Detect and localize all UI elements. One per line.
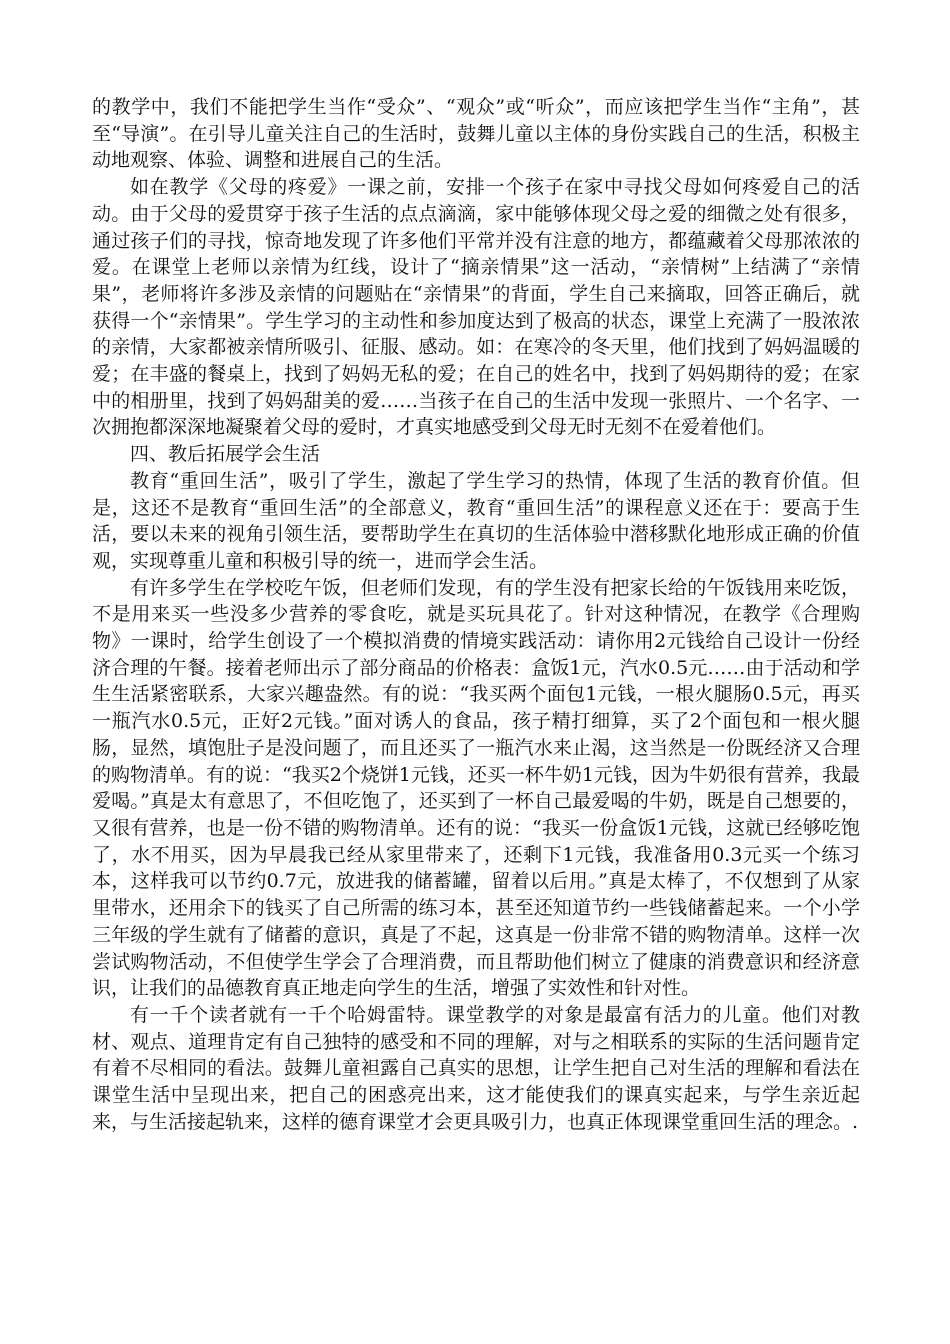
paragraph-parents-love: 如在教学《父母的疼爱》一课之前，安排一个孩子在家中寻找父母如何疼爱自己的活动。由于父母的爱贯穿于孩子生活的点点滴滴，家中能够体现父母之爱的细微之处有很多，通过孩子们的寻找，惊奇地发现了许多他们平常并没有注意的地方，都蕴藏着父母那浓浓的爱。在课堂上老师以亲情为红线，设计了“摘亲情果”这一活动，“亲情树”上结满了“亲情果”，老师将许多涉及亲情的问题贴在“亲情果”的背面，学生自己来摘取，回答正确后，就获得一个“亲情果”。学生学习的主动性和参加度达到了极高的状态，课堂上充满了一股浓浓的亲情，大家都被亲情所吸引、征服、感动。如：在寒冷的冬天里，他们找到了妈妈温暖的爱；在丰盛的餐桌上，找到了妈妈无私的爱；在自己的姓名中，找到了妈妈期待的爱；在家中的相册里，找到了妈妈甜美的爱……当孩子在自己的生活中发现一张照片、一个名字、一次拥抱都深深地凝聚着父母的爱时，才真实地感受到父母无时无刻不在爱着他们。 <box>92 176 860 439</box>
document-page <box>92 94 860 1135</box>
paragraph-continuation: 的教学中，我们不能把学生当作“受众”、“观众”或“听众”，而应该把学生当作“主角”，甚至“导演”。在引导儿童关注自己的生活时，鼓舞儿童以主体的身份实践自己的生活，积极主动地观察、体验、调整和进展自己的生活。 <box>92 96 860 172</box>
paragraph-shopping: 有许多学生在学校吃午饭，但老师们发现，有的学生没有把家长给的午饭钱用来吃饭，不是用来买一些没多少营养的零食吃，就是买玩具花了。针对这种情况，在教学《合理购物》一课时，给学生创设了一个模拟消费的情境实践活动：请你用2元钱给自己设计一份经济合理的午餐。接着老师出示了部分商品的价格表：盒饭1元，汽水0.5元……由于活动和学生生活紧密联系，大家兴趣盎然。有的说：“我买两个面包1元钱，一根火腿肠0.5元，再买一瓶汽水0.5元，正好2元钱。”面对诱人的食品，孩子精打细算，买了2个面包和一根火腿肠，显然，填饱肚子是没问题了，而且还买了一瓶汽水来止渴，这当然是一份既经济又合理的购物清单。有的说：“我买2个烧饼1元钱，还买一杯牛奶1元钱，因为牛奶很有营养，我最爱喝。”真是太有意思了，不但吃饱了，还买到了一杯自己最爱喝的牛奶，既是自己想要的，又很有营养，也是一份不错的购物清单。还有的说：“我买一份盒饭1元钱，这就已经够吃饱了，水不用买，因为早晨我已经从家里带来了，还剩下1元钱，我准备用0.3元买一个练习本，这样我可以节约0.7元，放进我的储蓄罐，留着以后用。”真是太棒了，不仅想到了从家里带水，还用余下的钱买了自己所需的练习本，甚至还知道节约一些钱储蓄起来。一个小学三年级的学生就有了储蓄的意识，真是了不起，这真是一份非常不错的购物清单。这样一次尝试购物活动，不但使学生学会了合理消费，而且帮助他们树立了健康的消费意识和经济意识，让我们的品德教育真正地走向学生的生活，增强了实效性和针对性。 <box>92 576 860 1000</box>
paragraph-education-life: 教育“重回生活”，吸引了学生，激起了学生学习的热情，体现了生活的教育价值。但是，这还不是教育“重回生活”的全部意义，教育“重回生活”的课程意义还在于：要高于生活，要以未来的视角引领生活，要帮助学生在真切的生活体验中潜移默化地形成正确的价值观，实现尊重儿童和积极引导的统一，进而学会生活。 <box>92 469 860 572</box>
section-heading: 四、教后拓展学会生活 <box>130 443 321 466</box>
paragraph-hamlet: 有一千个读者就有一千个哈姆雷特。课堂教学的对象是最富有活力的儿童。他们对教材、观点、道理肯定有自己独特的感受和不同的理解，对与之相联系的实际的生活问题肯定有着不尽相同的看法。鼓舞儿童袒露自己真实的思想，让学生把自己对生活的理解和看法在课堂生活中呈现出来，把自己的困惑亮出来，这才能使我们的课真实起来，与学生亲近起来，与生活接起轨来，这样的德育课堂才会更具吸引力，也真正体现课堂重回生活的理念。. <box>92 1003 860 1133</box>
